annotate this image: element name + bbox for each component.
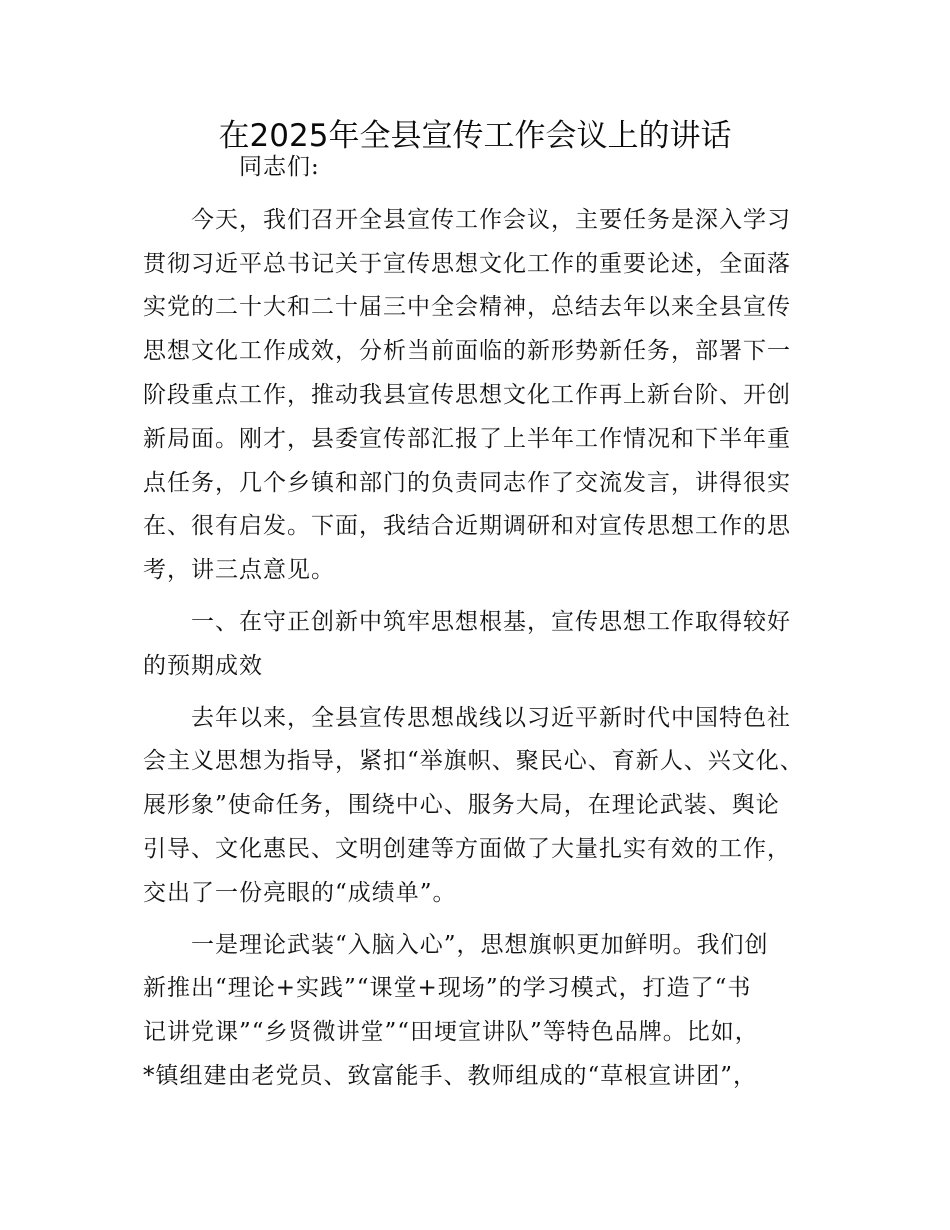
paragraph-line: 在、很有启发。下面，我结合近期调研和对宣传思想工作的思 xyxy=(143,513,791,540)
document-body xyxy=(143,146,833,1099)
paragraph-line: 贯彻习近平总书记关于宣传思想文化工作的重要论述，全面落 xyxy=(143,250,791,277)
paragraph-line: 阶段重点工作，推动我县宣传思想文化工作再上新台阶、开创 xyxy=(143,381,791,408)
paragraph-line: 一是理论武装“入脑入心”，思想旗帜更加鲜明。我们创 xyxy=(191,931,769,958)
paragraph-line: 交出了一份亮眼的“成绩单”。 xyxy=(143,879,457,906)
paragraph-line: *镇组建由老党员、致富能手、教师组成的“草根宣讲团”， xyxy=(143,1062,758,1089)
paragraph-line: 新局面。刚才，县委宣传部汇报了上半年工作情况和下半年重 xyxy=(143,425,791,452)
paragraph-line: 去年以来，全县宣传思想战线以习近平新时代中国特色社 xyxy=(191,704,791,731)
paragraph-line: 会主义思想为指导，紧扣“举旗帜、聚民心、育新人、兴文化、 xyxy=(143,748,804,775)
paragraph-line: 点任务，几个乡镇和部门的负责同志作了交流发言，讲得很实 xyxy=(143,469,791,496)
paragraph-line: 展形象”使命任务，围绕中心、服务大局，在理论武装、舆论 xyxy=(143,792,780,819)
paragraph-line: 考，讲三点意见。 xyxy=(143,557,335,584)
paragraph-line: 引导、文化惠民、文明创建等方面做了大量扎实有效的工作， xyxy=(143,835,791,862)
paragraph-line: 今天，我们召开全县宣传工作会议，主要任务是深入学习 xyxy=(191,206,791,233)
greeting-paragraph xyxy=(143,146,833,190)
heading-line: 的预期成效 xyxy=(143,652,263,679)
greeting-text: 同志们: xyxy=(239,154,320,180)
theory-paragraph xyxy=(143,924,833,1099)
paragraph-line: 思想文化工作成效，分析当前面临的新形势新任务，部署下一 xyxy=(143,338,791,365)
page-title: 在2025年全县宣传工作会议上的讲话 xyxy=(218,118,732,154)
paragraph-line: 实党的二十大和二十届三中全会精神，总结去年以来全县宣传 xyxy=(143,294,791,321)
section-heading-1 xyxy=(143,601,833,689)
intro-paragraph xyxy=(143,199,833,593)
paragraph-line: 记讲党课”“乡贤微讲堂”“田埂宣讲队”等特色品牌。比如， xyxy=(143,1019,759,1046)
heading-line: 一、在守正创新中筑牢思想根基，宣传思想工作取得较好 xyxy=(191,608,791,635)
achievements-paragraph xyxy=(143,697,833,916)
paragraph-line: 新推出“理论+实践”“课堂+现场”的学习模式，打造了“书 xyxy=(143,975,752,1002)
